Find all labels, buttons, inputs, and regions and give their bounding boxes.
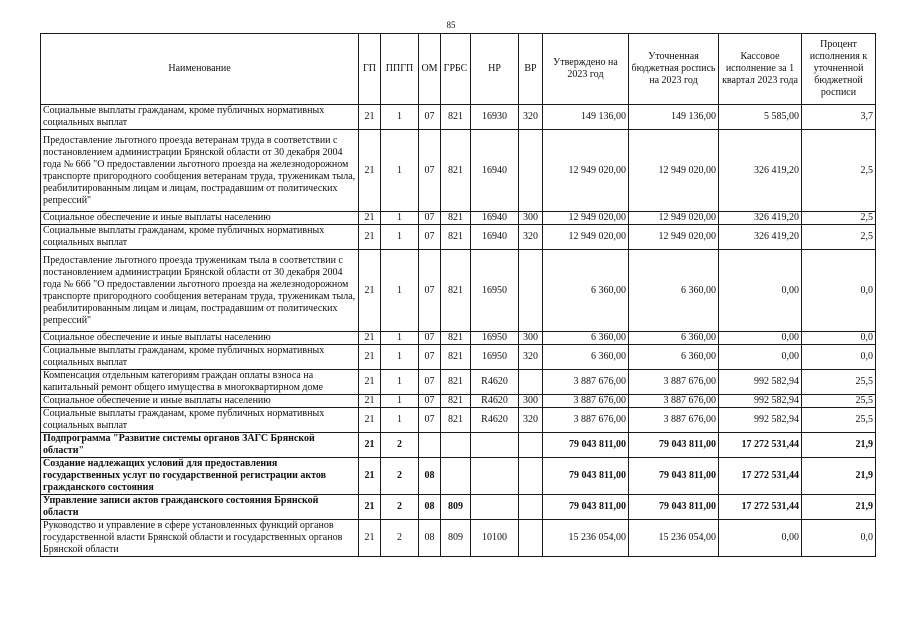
cell-grbs: 821: [441, 332, 471, 345]
cell-nr: R4620: [471, 395, 519, 408]
cell-grbs: 821: [441, 370, 471, 395]
cell-gp: 21: [359, 433, 381, 458]
cell-grbs: 821: [441, 105, 471, 130]
table-row: [41, 345, 876, 370]
header-grbs: ГРБС: [441, 34, 471, 105]
cell-vr: 300: [519, 212, 543, 225]
cell-name: Подпрограмма "Развитие системы органов ЗАГС Брянской области": [41, 433, 359, 458]
cell-percent: 25,5: [802, 408, 876, 433]
cell-ppgp: 1: [381, 105, 419, 130]
cell-vr: 320: [519, 105, 543, 130]
page-number: 85: [446, 20, 456, 30]
cell-cash: 992 582,94: [719, 370, 802, 395]
cell-om: 08: [419, 520, 441, 557]
cell-grbs: 809: [441, 520, 471, 557]
cell-om: 07: [419, 130, 441, 212]
cell-percent: 3,7: [802, 105, 876, 130]
cell-cash: 0,00: [719, 250, 802, 332]
cell-ppgp: 2: [381, 458, 419, 495]
cell-ppgp: 1: [381, 370, 419, 395]
cell-approved: 12 949 020,00: [543, 212, 629, 225]
table-header-row: [41, 34, 876, 105]
cell-approved: 12 949 020,00: [543, 130, 629, 212]
cell-nr: 16940: [471, 225, 519, 250]
cell-cash: 326 419,20: [719, 225, 802, 250]
cell-approved: 3 887 676,00: [543, 370, 629, 395]
cell-ppgp: 1: [381, 130, 419, 212]
cell-cash: 17 272 531,44: [719, 458, 802, 495]
cell-grbs: 821: [441, 408, 471, 433]
cell-approved: 15 236 054,00: [543, 520, 629, 557]
cell-ppgp: 1: [381, 212, 419, 225]
cell-nr: 16950: [471, 250, 519, 332]
cell-name: Социальное обеспечение и иные выплаты населению: [41, 332, 359, 345]
cell-grbs: 821: [441, 212, 471, 225]
cell-gp: 21: [359, 370, 381, 395]
cell-vr: 320: [519, 345, 543, 370]
table-row: [41, 395, 876, 408]
cell-refined: 149 136,00: [629, 105, 719, 130]
cell-name: Предоставление льготного проезда труженикам тыла в соответствии с постановлением администрации Брянской области от 30 декабря 2004 года № 666 "О предоставлении льготного проезда на железнодорожном транспорте пригородного сообщения ветеранам труда, труженикам тыла, реабилитированным лицам и лицам, пострадавшим от политических репрессий": [41, 250, 359, 332]
table-row: [41, 105, 876, 130]
cell-vr: [519, 495, 543, 520]
cell-refined: 6 360,00: [629, 250, 719, 332]
cell-om: 07: [419, 105, 441, 130]
cell-nr: 16950: [471, 332, 519, 345]
cell-approved: 12 949 020,00: [543, 225, 629, 250]
cell-ppgp: 2: [381, 495, 419, 520]
cell-om: 07: [419, 212, 441, 225]
cell-cash: 17 272 531,44: [719, 495, 802, 520]
cell-refined: 79 043 811,00: [629, 495, 719, 520]
cell-name: Социальное обеспечение и иные выплаты населению: [41, 212, 359, 225]
cell-ppgp: 1: [381, 395, 419, 408]
cell-grbs: 821: [441, 225, 471, 250]
cell-om: 07: [419, 332, 441, 345]
cell-gp: 21: [359, 345, 381, 370]
cell-cash: 326 419,20: [719, 130, 802, 212]
cell-percent: 2,5: [802, 225, 876, 250]
table-row: [41, 408, 876, 433]
cell-gp: 21: [359, 225, 381, 250]
cell-grbs: [441, 458, 471, 495]
cell-gp: 21: [359, 105, 381, 130]
table-row: [41, 495, 876, 520]
cell-percent: 0,0: [802, 345, 876, 370]
header-vr: ВР: [519, 34, 543, 105]
cell-vr: 300: [519, 395, 543, 408]
header-refined: Уточненная бюджетная роспись на 2023 год: [629, 34, 719, 105]
cell-vr: 320: [519, 225, 543, 250]
cell-nr: [471, 433, 519, 458]
cell-ppgp: 1: [381, 332, 419, 345]
table-row: [41, 225, 876, 250]
cell-nr: 16950: [471, 345, 519, 370]
header-cash: Кассовое исполнение за 1 квартал 2023 года: [719, 34, 802, 105]
cell-approved: 3 887 676,00: [543, 408, 629, 433]
cell-om: 07: [419, 395, 441, 408]
cell-grbs: 821: [441, 345, 471, 370]
cell-vr: [519, 458, 543, 495]
cell-name: Управление записи актов гражданского состояния Брянской области: [41, 495, 359, 520]
cell-cash: 5 585,00: [719, 105, 802, 130]
cell-name: Социальные выплаты гражданам, кроме публичных нормативных социальных выплат: [41, 225, 359, 250]
cell-gp: 21: [359, 212, 381, 225]
table-row: [41, 332, 876, 345]
cell-gp: 21: [359, 520, 381, 557]
cell-nr: 16940: [471, 130, 519, 212]
cell-nr: 10100: [471, 520, 519, 557]
cell-percent: 0,0: [802, 332, 876, 345]
header-name: Наименование: [41, 34, 359, 105]
cell-nr: R4620: [471, 408, 519, 433]
cell-gp: 21: [359, 408, 381, 433]
header-percent: Процент исполнения к уточненной бюджетной росписи: [802, 34, 876, 105]
cell-vr: [519, 520, 543, 557]
cell-refined: 3 887 676,00: [629, 370, 719, 395]
table-row: [41, 370, 876, 395]
cell-om: 07: [419, 408, 441, 433]
cell-nr: R4620: [471, 370, 519, 395]
cell-approved: 6 360,00: [543, 332, 629, 345]
cell-cash: 0,00: [719, 345, 802, 370]
cell-nr: 16930: [471, 105, 519, 130]
cell-vr: 300: [519, 332, 543, 345]
table-row: [41, 458, 876, 495]
header-nr: НР: [471, 34, 519, 105]
table-row: [41, 520, 876, 557]
cell-name: Социальные выплаты гражданам, кроме публичных нормативных социальных выплат: [41, 105, 359, 130]
table-row: [41, 130, 876, 212]
cell-nr: [471, 495, 519, 520]
cell-ppgp: 2: [381, 433, 419, 458]
header-gp: ГП: [359, 34, 381, 105]
cell-om: 07: [419, 370, 441, 395]
cell-cash: 326 419,20: [719, 212, 802, 225]
cell-cash: 17 272 531,44: [719, 433, 802, 458]
cell-om: 07: [419, 225, 441, 250]
cell-approved: 6 360,00: [543, 345, 629, 370]
cell-approved: 149 136,00: [543, 105, 629, 130]
cell-gp: 21: [359, 130, 381, 212]
cell-refined: 6 360,00: [629, 332, 719, 345]
cell-grbs: [441, 433, 471, 458]
cell-percent: 25,5: [802, 395, 876, 408]
cell-om: [419, 433, 441, 458]
cell-approved: 3 887 676,00: [543, 395, 629, 408]
cell-gp: 21: [359, 495, 381, 520]
cell-ppgp: 2: [381, 520, 419, 557]
cell-cash: 0,00: [719, 332, 802, 345]
cell-ppgp: 1: [381, 250, 419, 332]
cell-approved: 79 043 811,00: [543, 433, 629, 458]
cell-gp: 21: [359, 395, 381, 408]
cell-nr: [471, 458, 519, 495]
cell-cash: 992 582,94: [719, 408, 802, 433]
cell-ppgp: 1: [381, 345, 419, 370]
cell-percent: 2,5: [802, 130, 876, 212]
cell-name: Социальные выплаты гражданам, кроме публичных нормативных социальных выплат: [41, 345, 359, 370]
cell-percent: 21,9: [802, 495, 876, 520]
table-row: [41, 212, 876, 225]
cell-percent: 2,5: [802, 212, 876, 225]
cell-gp: 21: [359, 458, 381, 495]
cell-percent: 0,0: [802, 520, 876, 557]
header-ppgp: ППГП: [381, 34, 419, 105]
cell-ppgp: 1: [381, 225, 419, 250]
cell-vr: [519, 370, 543, 395]
cell-om: 08: [419, 458, 441, 495]
cell-nr: 16940: [471, 212, 519, 225]
cell-refined: 79 043 811,00: [629, 433, 719, 458]
cell-ppgp: 1: [381, 408, 419, 433]
cell-refined: 12 949 020,00: [629, 225, 719, 250]
cell-refined: 3 887 676,00: [629, 395, 719, 408]
header-om: ОМ: [419, 34, 441, 105]
budget-table: [40, 33, 876, 557]
cell-gp: 21: [359, 332, 381, 345]
cell-vr: [519, 130, 543, 212]
cell-refined: 6 360,00: [629, 345, 719, 370]
cell-name: Социальное обеспечение и иные выплаты населению: [41, 395, 359, 408]
cell-approved: 6 360,00: [543, 250, 629, 332]
cell-grbs: 821: [441, 130, 471, 212]
cell-name: Предоставление льготного проезда ветеранам труда в соответствии с постановлением администрации Брянской области от 30 декабря 2004 года № 666 "О предоставлении льготного проезда на железнодорожном транспорте пригородного сообщения ветеранам труда, труженикам тыла, реабилитированным лицам и лицам, пострадавшим от политических репрессий": [41, 130, 359, 212]
cell-gp: 21: [359, 250, 381, 332]
cell-name: Социальные выплаты гражданам, кроме публичных нормативных социальных выплат: [41, 408, 359, 433]
cell-om: 07: [419, 250, 441, 332]
cell-refined: 12 949 020,00: [629, 130, 719, 212]
cell-name: Руководство и управление в сфере установленных функций органов государственной власти Брянской области и государственных органов Брянской области: [41, 520, 359, 557]
cell-name: Компенсация отдельным категориям граждан оплаты взноса на капитальный ремонт общего имущества в многоквартирном доме: [41, 370, 359, 395]
cell-percent: 21,9: [802, 433, 876, 458]
cell-cash: 992 582,94: [719, 395, 802, 408]
cell-om: 07: [419, 345, 441, 370]
cell-refined: 3 887 676,00: [629, 408, 719, 433]
cell-grbs: 821: [441, 395, 471, 408]
cell-approved: 79 043 811,00: [543, 495, 629, 520]
cell-percent: 0,0: [802, 250, 876, 332]
table-row: [41, 250, 876, 332]
cell-percent: 21,9: [802, 458, 876, 495]
header-approved: Утверждено на 2023 год: [543, 34, 629, 105]
cell-vr: [519, 433, 543, 458]
cell-refined: 12 949 020,00: [629, 212, 719, 225]
cell-name: Создание надлежащих условий для предоставления государственных услуг по государственной регистрации актов гражданского состояния: [41, 458, 359, 495]
table-row: [41, 433, 876, 458]
cell-grbs: 809: [441, 495, 471, 520]
cell-grbs: 821: [441, 250, 471, 332]
cell-refined: 79 043 811,00: [629, 458, 719, 495]
cell-vr: 320: [519, 408, 543, 433]
cell-cash: 0,00: [719, 520, 802, 557]
cell-vr: [519, 250, 543, 332]
cell-refined: 15 236 054,00: [629, 520, 719, 557]
cell-percent: 25,5: [802, 370, 876, 395]
cell-om: 08: [419, 495, 441, 520]
cell-approved: 79 043 811,00: [543, 458, 629, 495]
